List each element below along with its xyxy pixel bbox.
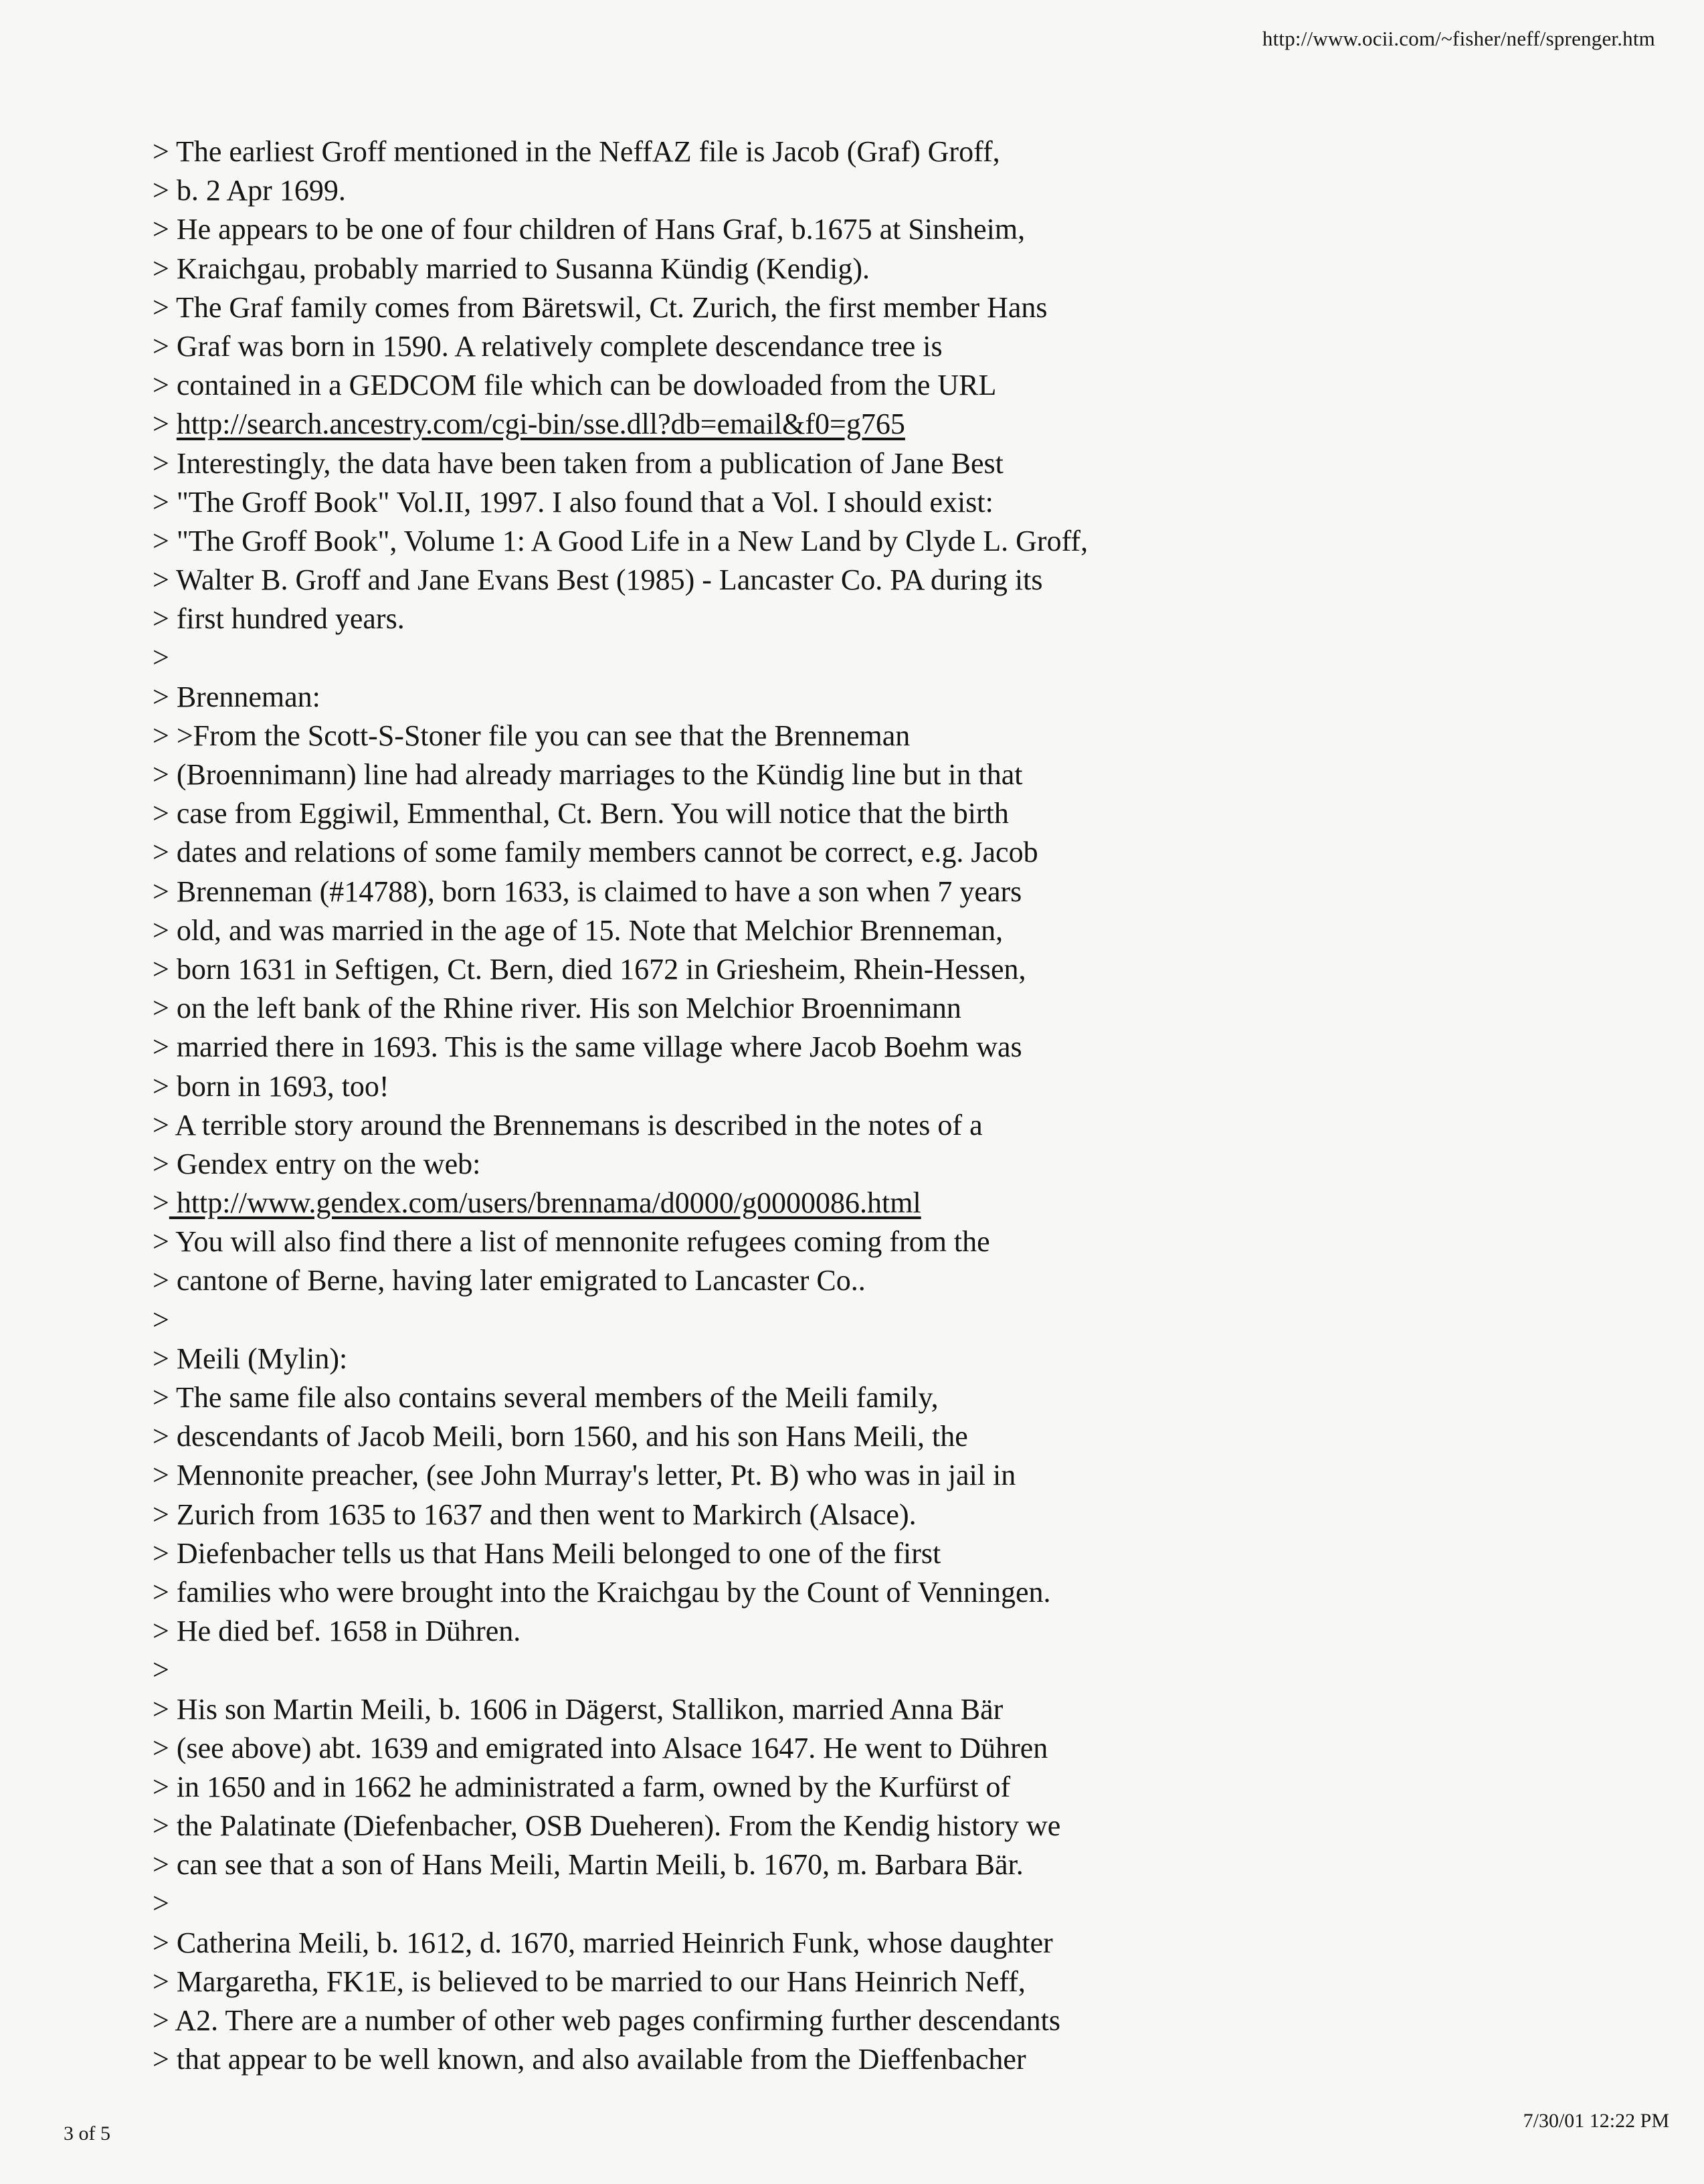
quoted-line: > Mennonite preacher, (see John Murray's letter, Pt. B) who was in jail in: [153, 1459, 1016, 1492]
quoted-line: > The earliest Groff mentioned in the NeffAZ file is Jacob (Graf) Groff,: [153, 135, 1000, 168]
url-link[interactable]: http://www.gendex.com/users/brennama/d0000/g0000086.html: [169, 1186, 921, 1220]
quoted-line: > Margaretha, FK1E, is believed to be married to our Hans Heinrich Neff,: [153, 1965, 1026, 1998]
quoted-line: > Zurich from 1635 to 1637 and then went to Markirch (Alsace).: [153, 1497, 917, 1531]
quoted-line: > contained in a GEDCOM file which can be dowloaded from the URL: [153, 369, 997, 402]
quote-marker: >: [153, 1186, 169, 1220]
quoted-line: > Kraichgau, probably married to Susanna Kündig (Kendig).: [153, 252, 870, 285]
quoted-line: > Interestingly, the data have been taken from a publication of Jane Best: [153, 446, 1004, 480]
quoted-line: > The same file also contains several members of the Meili family,: [153, 1381, 939, 1414]
quoted-line: > Graf was born in 1590. A relatively complete descendance tree is: [153, 329, 943, 363]
quoted-line: > old, and was married in the age of 15. Note that Melchior Brenneman,: [153, 913, 1004, 947]
quoted-line: > born in 1693, too!: [153, 1069, 389, 1103]
quoted-line: >: [153, 1303, 169, 1336]
quoted-line: > (Broennimann) line had already marriages to the Kündig line but in that: [153, 758, 1023, 791]
quoted-line: >: [153, 641, 169, 674]
quoted-email-body: [153, 132, 1591, 2079]
quoted-line: > on the left bank of the Rhine river. His son Melchior Broennimann: [153, 992, 961, 1025]
quoted-line: > the Palatinate (Diefenbacher, OSB Dueheren). From the Kendig history we: [153, 1809, 1061, 1843]
url-link[interactable]: http://search.ancestry.com/cgi-bin/sse.dll?db=email&f0=g765: [176, 407, 905, 441]
quoted-line: > The Graf family comes from Bäretswil, Ct. Zurich, the first member Hans: [153, 290, 1048, 324]
quoted-line: > families who were brought into the Kraichgau by the Count of Venningen.: [153, 1575, 1051, 1609]
quoted-line: > Catherina Meili, b. 1612, d. 1670, married Heinrich Funk, whose daughter: [153, 1926, 1053, 1959]
quoted-line: > case from Eggiwil, Emmenthal, Ct. Bern. You will notice that the birth: [153, 797, 1009, 830]
quoted-link-line: [153, 405, 1591, 444]
quoted-line: > cantone of Berne, having later emigrated to Lancaster Co..: [153, 1264, 866, 1297]
quoted-line: > Gendex entry on the web:: [153, 1147, 481, 1180]
quoted-line: > He appears to be one of four children of Hans Graf, b.1675 at Sinsheim,: [153, 213, 1026, 246]
quoted-line: > He died bef. 1658 in Dühren.: [153, 1615, 521, 1648]
quote-marker: >: [153, 407, 177, 441]
quoted-line: > You will also find there a list of mennonite refugees coming from the: [153, 1225, 990, 1259]
quoted-line: > Walter B. Groff and Jane Evans Best (1985) - Lancaster Co. PA during its: [153, 563, 1043, 597]
quoted-line: >: [153, 1653, 169, 1687]
quoted-line: > married there in 1693. This is the same village where Jacob Boehm was: [153, 1030, 1022, 1064]
quoted-line: >: [153, 1887, 169, 1920]
quoted-line: > >From the Scott-S-Stoner file you can see that the Brenneman: [153, 719, 911, 752]
quoted-line: > His son Martin Meili, b. 1606 in Dägerst, Stallikon, married Anna Bär: [153, 1692, 1004, 1726]
quoted-line: > first hundred years.: [153, 602, 405, 636]
print-timestamp: 7/30/01 12:22 PM: [1523, 2110, 1669, 2132]
quoted-line: > A2. There are a number of other web pages confirming further descendants: [153, 2004, 1060, 2037]
quoted-line: > Diefenbacher tells us that Hans Meili belonged to one of the first: [153, 1536, 941, 1570]
quoted-line: > "The Groff Book", Volume 1: A Good Life in a New Land by Clyde L. Groff,: [153, 524, 1088, 557]
quoted-line: > born 1631 in Seftigen, Ct. Bern, died 1672 in Griesheim, Rhein-Hessen,: [153, 952, 1026, 986]
quoted-line: > that appear to be well known, and also available from the Dieffenbacher: [153, 2043, 1026, 2076]
quoted-line: > Meili (Mylin):: [153, 1342, 348, 1375]
quoted-line: > Brenneman:: [153, 680, 320, 713]
quoted-line: > A terrible story around the Brennemans is described in the notes of a: [153, 1108, 983, 1142]
quoted-line: > b. 2 Apr 1699.: [153, 174, 346, 207]
quoted-line: > can see that a son of Hans Meili, Martin Meili, b. 1670, m. Barbara Bär.: [153, 1848, 1024, 1882]
quoted-line: > descendants of Jacob Meili, born 1560, and his son Hans Meili, the: [153, 1420, 968, 1453]
page-header-url: http://www.ocii.com/~fisher/neff/sprenger.htm: [1262, 27, 1655, 50]
quoted-line: > "The Groff Book" Vol.II, 1997. I also found that a Vol. I should exist:: [153, 485, 993, 519]
quoted-line: > dates and relations of some family members cannot be correct, e.g. Jacob: [153, 836, 1038, 869]
quoted-line: > (see above) abt. 1639 and emigrated into Alsace 1647. He went to Dühren: [153, 1731, 1048, 1764]
quoted-line: > in 1650 and in 1662 he administrated a farm, owned by the Kurfürst of: [153, 1770, 1011, 1803]
page-number: 3 of 5: [64, 2122, 110, 2145]
quoted-link-line: [153, 1184, 1591, 1222]
quoted-line: > Brenneman (#14788), born 1633, is claimed to have a son when 7 years: [153, 875, 1022, 908]
